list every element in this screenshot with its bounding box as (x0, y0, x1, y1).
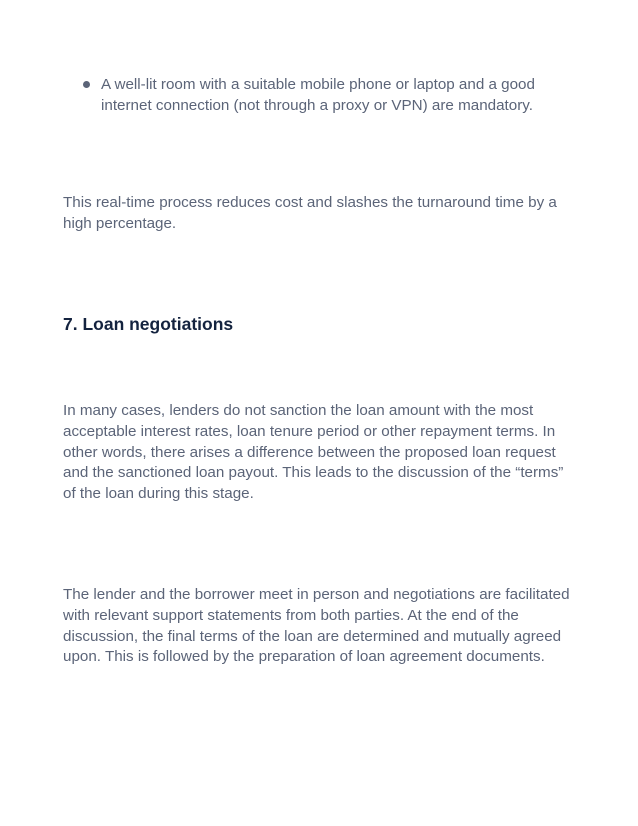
bullet-list-item (101, 74, 571, 116)
bullet-dot-icon (83, 81, 90, 88)
section-heading: 7. Loan negotiations (63, 314, 234, 334)
paragraph-negotiation: The lender and the borrower meet in person and negotiations are facilitated with relevant support statements from both parties. At the end of the discussion, the final terms of the loan are determined and mutually agreed upon. This is followed by the preparation of loan agreement documents. (63, 586, 570, 666)
paragraph-loan-terms: In many cases, lenders do not sanction the loan amount with the most acceptable interest rates, loan tenure period or other repayment terms. In other words, there arises a difference between the proposed loan request and the sanctioned loan payout. This leads to the discussion of the “terms” of the loan during this stage. (63, 402, 564, 503)
bullet-item-text: A well-lit room with a suitable mobile phone or laptop and a good internet connection (not through a proxy or VPN) are mandatory. (101, 76, 535, 114)
paragraph-turnaround: This real-time process reduces cost and slashes the turnaround time by a high percentage. (63, 194, 557, 232)
